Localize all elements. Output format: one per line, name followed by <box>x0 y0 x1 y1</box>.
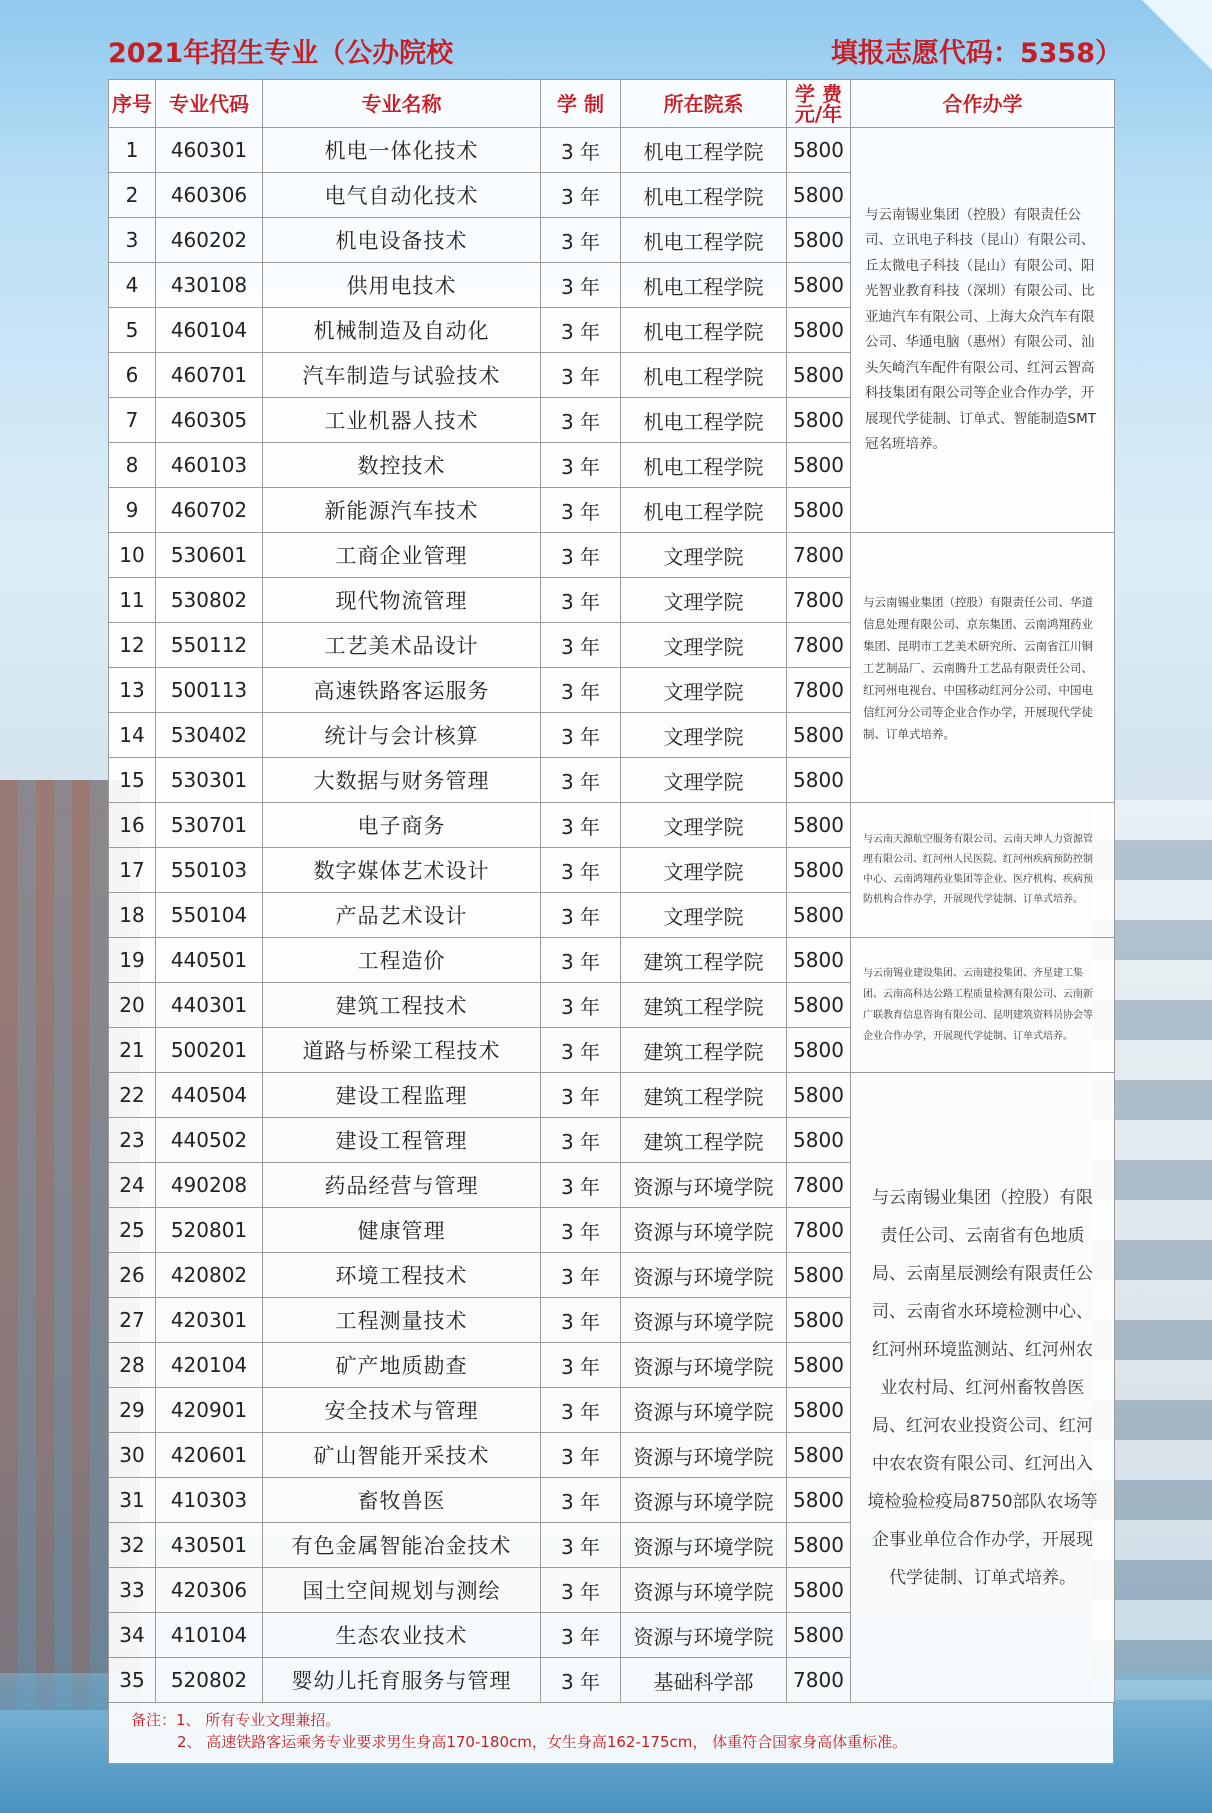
cell-dept: 建筑工程学院 <box>621 983 787 1028</box>
cell-coop: 与云南锡业集团（控股）有限责任公司、云南省有色地质局、云南星辰测绘有限责任公司、云南省水环境检测中心、红河州环境监测站、红河州农业农村局、红河州畜牧兽医局、红河农业投资公司、红河中农农资有限公司、红河出入境检验检疫局8750部队农场等企事业单位合作办学，开展现代学徒制、订单式培养。 <box>851 1073 1115 1703</box>
cell-duration: 3 年 <box>541 533 621 578</box>
cell-duration: 3 年 <box>541 128 621 173</box>
cell-name: 大数据与财务管理 <box>263 758 541 803</box>
cell-seq: 14 <box>109 713 156 758</box>
cell-seq: 30 <box>109 1433 156 1478</box>
cell-seq: 33 <box>109 1568 156 1613</box>
table-row <box>109 938 1115 983</box>
cell-duration: 3 年 <box>541 1208 621 1253</box>
cell-duration: 3 年 <box>541 1253 621 1298</box>
cell-code: 460301 <box>156 128 263 173</box>
cell-dept: 基础科学部 <box>621 1658 787 1703</box>
cell-name: 供用电技术 <box>263 263 541 308</box>
cell-name: 矿产地质勘查 <box>263 1343 541 1388</box>
cell-fee: 5800 <box>787 713 851 758</box>
cell-fee: 5800 <box>787 1298 851 1343</box>
cell-name: 机电一体化技术 <box>263 128 541 173</box>
cell-seq: 4 <box>109 263 156 308</box>
cell-dept: 资源与环境学院 <box>621 1163 787 1208</box>
page-header <box>108 30 1122 70</box>
cell-code: 420301 <box>156 1298 263 1343</box>
cell-seq: 6 <box>109 353 156 398</box>
cell-dept: 资源与环境学院 <box>621 1613 787 1658</box>
majors-table <box>108 79 1115 1703</box>
cell-name: 电子商务 <box>263 803 541 848</box>
cell-duration: 3 年 <box>541 803 621 848</box>
cell-dept: 资源与环境学院 <box>621 1433 787 1478</box>
cell-dept: 文理学院 <box>621 578 787 623</box>
page-fold-corner <box>1142 0 1212 70</box>
cell-fee: 7800 <box>787 578 851 623</box>
cell-code: 420104 <box>156 1343 263 1388</box>
cell-name: 生态农业技术 <box>263 1613 541 1658</box>
cell-duration: 3 年 <box>541 848 621 893</box>
cell-dept: 文理学院 <box>621 758 787 803</box>
cell-code: 440504 <box>156 1073 263 1118</box>
cell-code: 490208 <box>156 1163 263 1208</box>
cell-name: 统计与会计核算 <box>263 713 541 758</box>
cell-code: 410303 <box>156 1478 263 1523</box>
cell-name: 数控技术 <box>263 443 541 488</box>
cell-fee: 7800 <box>787 1163 851 1208</box>
cell-seq: 31 <box>109 1478 156 1523</box>
cell-dept: 建筑工程学院 <box>621 1118 787 1163</box>
cell-code: 440301 <box>156 983 263 1028</box>
cell-duration: 3 年 <box>541 1613 621 1658</box>
cell-name: 环境工程技术 <box>263 1253 541 1298</box>
cell-code: 460701 <box>156 353 263 398</box>
cell-dept: 资源与环境学院 <box>621 1568 787 1613</box>
cell-seq: 13 <box>109 668 156 713</box>
notes <box>108 1703 1114 1764</box>
cell-seq: 18 <box>109 893 156 938</box>
enrollment-sheet <box>108 79 1114 1764</box>
cell-name: 汽车制造与试验技术 <box>263 353 541 398</box>
cell-duration: 3 年 <box>541 938 621 983</box>
cell-duration: 3 年 <box>541 1478 621 1523</box>
cell-name: 道路与桥梁工程技术 <box>263 1028 541 1073</box>
cell-code: 460103 <box>156 443 263 488</box>
cell-duration: 3 年 <box>541 1658 621 1703</box>
table-row <box>109 803 1115 848</box>
cell-seq: 26 <box>109 1253 156 1298</box>
cell-code: 410104 <box>156 1613 263 1658</box>
cell-name: 建设工程监理 <box>263 1073 541 1118</box>
header-coop: 合作办学 <box>851 80 1115 128</box>
cell-seq: 16 <box>109 803 156 848</box>
cell-dept: 建筑工程学院 <box>621 1028 787 1073</box>
cell-fee: 5800 <box>787 398 851 443</box>
cell-name: 工程造价 <box>263 938 541 983</box>
cell-name: 机械制造及自动化 <box>263 308 541 353</box>
cell-duration: 3 年 <box>541 1298 621 1343</box>
cell-duration: 3 年 <box>541 1118 621 1163</box>
cell-dept: 文理学院 <box>621 668 787 713</box>
cell-code: 430108 <box>156 263 263 308</box>
note-line-2: 2、 高速铁路客运乘务专业要求男生身高170-180cm，女生身高162-175cm， 体重符合国家身高体重标准。 <box>177 1733 908 1751</box>
cell-fee: 5800 <box>787 1253 851 1298</box>
cell-duration: 3 年 <box>541 218 621 263</box>
cell-seq: 19 <box>109 938 156 983</box>
cell-name: 产品艺术设计 <box>263 893 541 938</box>
cell-code: 460702 <box>156 488 263 533</box>
cell-dept: 机电工程学院 <box>621 128 787 173</box>
cell-fee: 5800 <box>787 218 851 263</box>
cell-dept: 文理学院 <box>621 533 787 578</box>
cell-name: 建设工程管理 <box>263 1118 541 1163</box>
cell-code: 520802 <box>156 1658 263 1703</box>
table-row <box>109 128 1115 173</box>
cell-fee: 5800 <box>787 1073 851 1118</box>
cell-fee: 5800 <box>787 893 851 938</box>
table-header-row <box>109 80 1115 128</box>
cell-name: 国土空间规划与测绘 <box>263 1568 541 1613</box>
cell-duration: 3 年 <box>541 1433 621 1478</box>
cell-dept: 资源与环境学院 <box>621 1388 787 1433</box>
cell-dept: 文理学院 <box>621 713 787 758</box>
cell-name: 矿山智能开采技术 <box>263 1433 541 1478</box>
cell-duration: 3 年 <box>541 443 621 488</box>
cell-fee: 5800 <box>787 128 851 173</box>
cell-fee: 5800 <box>787 173 851 218</box>
cell-code: 530701 <box>156 803 263 848</box>
cell-fee: 5800 <box>787 263 851 308</box>
cell-dept: 资源与环境学院 <box>621 1523 787 1568</box>
header-dept: 所在院系 <box>621 80 787 128</box>
cell-name: 高速铁路客运服务 <box>263 668 541 713</box>
cell-code: 520801 <box>156 1208 263 1253</box>
cell-code: 460202 <box>156 218 263 263</box>
header-fee: 学 费 元/年 <box>787 80 851 128</box>
cell-dept: 机电工程学院 <box>621 443 787 488</box>
cell-code: 530601 <box>156 533 263 578</box>
cell-seq: 29 <box>109 1388 156 1433</box>
cell-seq: 10 <box>109 533 156 578</box>
cell-code: 460305 <box>156 398 263 443</box>
cell-name: 工艺美术品设计 <box>263 623 541 668</box>
cell-seq: 22 <box>109 1073 156 1118</box>
cell-seq: 28 <box>109 1343 156 1388</box>
cell-code: 550112 <box>156 623 263 668</box>
cell-fee: 5800 <box>787 353 851 398</box>
header-duration: 学 制 <box>541 80 621 128</box>
cell-duration: 3 年 <box>541 353 621 398</box>
cell-fee: 5800 <box>787 848 851 893</box>
cell-seq: 23 <box>109 1118 156 1163</box>
cell-dept: 机电工程学院 <box>621 398 787 443</box>
cell-duration: 3 年 <box>541 488 621 533</box>
cell-duration: 3 年 <box>541 1343 621 1388</box>
cell-fee: 5800 <box>787 1433 851 1478</box>
cell-name: 健康管理 <box>263 1208 541 1253</box>
table-body <box>109 128 1115 1703</box>
cell-fee: 5800 <box>787 803 851 848</box>
cell-seq: 25 <box>109 1208 156 1253</box>
cell-code: 530402 <box>156 713 263 758</box>
cell-duration: 3 年 <box>541 1388 621 1433</box>
cell-code: 550103 <box>156 848 263 893</box>
cell-seq: 2 <box>109 173 156 218</box>
cell-seq: 24 <box>109 1163 156 1208</box>
cell-seq: 1 <box>109 128 156 173</box>
cell-coop: 与云南天源航空服务有限公司、云南天坤人力资源管理有限公司、红河州人民医院、红河州疾病预防控制中心、云南鸿翔药业集团等企业、医疗机构、疾病预防机构合作办学，开展现代学徒制、订单式培养。 <box>851 803 1115 938</box>
cell-coop: 与云南锡业集团（控股）有限责任公司、华道信息处理有限公司、京东集团、云南鸿翔药业集团、昆明市工艺美术研究所、云南省江川铜工艺制品厂、云南腾升工艺品有限责任公司、红河州电视台、中国移动红河分公司、中国电信红河分公司等企业合作办学，开展现代学徒制、订单式培养。 <box>851 533 1115 803</box>
cell-code: 530802 <box>156 578 263 623</box>
cell-duration: 3 年 <box>541 1163 621 1208</box>
cell-duration: 3 年 <box>541 263 621 308</box>
cell-duration: 3 年 <box>541 1073 621 1118</box>
cell-code: 420601 <box>156 1433 263 1478</box>
cell-name: 现代物流管理 <box>263 578 541 623</box>
cell-name: 药品经营与管理 <box>263 1163 541 1208</box>
cell-fee: 7800 <box>787 623 851 668</box>
header-name: 专业名称 <box>263 80 541 128</box>
cell-code: 530301 <box>156 758 263 803</box>
cell-dept: 资源与环境学院 <box>621 1253 787 1298</box>
cell-duration: 3 年 <box>541 623 621 668</box>
cell-code: 460104 <box>156 308 263 353</box>
cell-code: 500113 <box>156 668 263 713</box>
cell-seq: 32 <box>109 1523 156 1568</box>
cell-dept: 资源与环境学院 <box>621 1478 787 1523</box>
cell-name: 数字媒体艺术设计 <box>263 848 541 893</box>
cell-duration: 3 年 <box>541 893 621 938</box>
cell-duration: 3 年 <box>541 1568 621 1613</box>
header-code: 专业代码 <box>156 80 263 128</box>
cell-fee: 7800 <box>787 1658 851 1703</box>
cell-name: 建筑工程技术 <box>263 983 541 1028</box>
cell-seq: 34 <box>109 1613 156 1658</box>
cell-dept: 资源与环境学院 <box>621 1298 787 1343</box>
cell-dept: 资源与环境学院 <box>621 1343 787 1388</box>
cell-code: 420901 <box>156 1388 263 1433</box>
cell-seq: 17 <box>109 848 156 893</box>
cell-fee: 7800 <box>787 1208 851 1253</box>
cell-dept: 机电工程学院 <box>621 488 787 533</box>
cell-duration: 3 年 <box>541 398 621 443</box>
page-title: 2021年招生专业（公办院校 <box>108 37 454 69</box>
cell-seq: 12 <box>109 623 156 668</box>
cell-dept: 机电工程学院 <box>621 173 787 218</box>
cell-dept: 文理学院 <box>621 623 787 668</box>
cell-duration: 3 年 <box>541 713 621 758</box>
cell-code: 420306 <box>156 1568 263 1613</box>
cell-fee: 5800 <box>787 758 851 803</box>
cell-name: 婴幼儿托育服务与管理 <box>263 1658 541 1703</box>
cell-name: 工程测量技术 <box>263 1298 541 1343</box>
cell-fee: 5800 <box>787 983 851 1028</box>
cell-coop: 与云南锡业集团（控股）有限责任公司、立讯电子科技（昆山）有限公司、丘太微电子科技（昆山）有限公司、阳光智业教育科技（深圳）有限公司、比亚迪汽车有限公司、上海大众汽车有限公司、华通电脑（惠州）有限公司、汕头矢崎汽车配件有限公司、红河云智高科技集团有限公司等企业合作办学，开展现代学徒制、订单式、智能制造SMT冠名班培养。 <box>851 128 1115 533</box>
cell-name: 新能源汽车技术 <box>263 488 541 533</box>
cell-dept: 建筑工程学院 <box>621 1073 787 1118</box>
cell-dept: 文理学院 <box>621 893 787 938</box>
cell-dept: 机电工程学院 <box>621 353 787 398</box>
cell-fee: 5800 <box>787 488 851 533</box>
cell-code: 440502 <box>156 1118 263 1163</box>
cell-fee: 5800 <box>787 1478 851 1523</box>
cell-name: 工商企业管理 <box>263 533 541 578</box>
cell-duration: 3 年 <box>541 578 621 623</box>
cell-fee: 5800 <box>787 1568 851 1613</box>
cell-dept: 机电工程学院 <box>621 308 787 353</box>
cell-code: 460306 <box>156 173 263 218</box>
cell-dept: 文理学院 <box>621 803 787 848</box>
cell-fee: 5800 <box>787 1613 851 1658</box>
cell-name: 畜牧兽医 <box>263 1478 541 1523</box>
cell-fee: 7800 <box>787 533 851 578</box>
table-row <box>109 1073 1115 1118</box>
cell-seq: 15 <box>109 758 156 803</box>
cell-seq: 20 <box>109 983 156 1028</box>
cell-duration: 3 年 <box>541 983 621 1028</box>
cell-coop: 与云南锡业建设集团、云南建投集团、齐星建工集团、云南高科达公路工程质量检测有限公司、云南新广联教育信息咨询有限公司、昆明建筑资料员协会等企业合作办学，开展现代学徒制、订单式培养。 <box>851 938 1115 1073</box>
cell-fee: 5800 <box>787 1028 851 1073</box>
cell-dept: 机电工程学院 <box>621 263 787 308</box>
cell-name: 有色金属智能冶金技术 <box>263 1523 541 1568</box>
cell-seq: 11 <box>109 578 156 623</box>
cell-fee: 5800 <box>787 1118 851 1163</box>
cell-fee: 5800 <box>787 1388 851 1433</box>
cell-fee: 5800 <box>787 1523 851 1568</box>
cell-seq: 35 <box>109 1658 156 1703</box>
cell-name: 安全技术与管理 <box>263 1388 541 1433</box>
cell-seq: 7 <box>109 398 156 443</box>
cell-seq: 21 <box>109 1028 156 1073</box>
cell-seq: 3 <box>109 218 156 263</box>
cell-code: 500201 <box>156 1028 263 1073</box>
cell-seq: 8 <box>109 443 156 488</box>
cell-code: 430501 <box>156 1523 263 1568</box>
table-row <box>109 533 1115 578</box>
cell-seq: 27 <box>109 1298 156 1343</box>
cell-dept: 建筑工程学院 <box>621 938 787 983</box>
cell-duration: 3 年 <box>541 1523 621 1568</box>
cell-dept: 文理学院 <box>621 848 787 893</box>
cell-code: 550104 <box>156 893 263 938</box>
note-line-1: 备注：1、 所有专业文理兼招。 <box>131 1711 341 1729</box>
cell-fee: 7800 <box>787 668 851 713</box>
cell-name: 工业机器人技术 <box>263 398 541 443</box>
cell-fee: 5800 <box>787 443 851 488</box>
cell-fee: 5800 <box>787 308 851 353</box>
cell-code: 420802 <box>156 1253 263 1298</box>
cell-name: 电气自动化技术 <box>263 173 541 218</box>
cell-fee: 5800 <box>787 1343 851 1388</box>
cell-code: 440501 <box>156 938 263 983</box>
cell-seq: 5 <box>109 308 156 353</box>
cell-seq: 9 <box>109 488 156 533</box>
cell-dept: 资源与环境学院 <box>621 1208 787 1253</box>
cell-duration: 3 年 <box>541 308 621 353</box>
header-seq: 序号 <box>109 80 156 128</box>
cell-duration: 3 年 <box>541 173 621 218</box>
cell-name: 机电设备技术 <box>263 218 541 263</box>
application-code: 填报志愿代码：5358） <box>830 37 1122 69</box>
cell-dept: 机电工程学院 <box>621 218 787 263</box>
cell-fee: 5800 <box>787 938 851 983</box>
cell-duration: 3 年 <box>541 1028 621 1073</box>
cell-duration: 3 年 <box>541 758 621 803</box>
cell-duration: 3 年 <box>541 668 621 713</box>
